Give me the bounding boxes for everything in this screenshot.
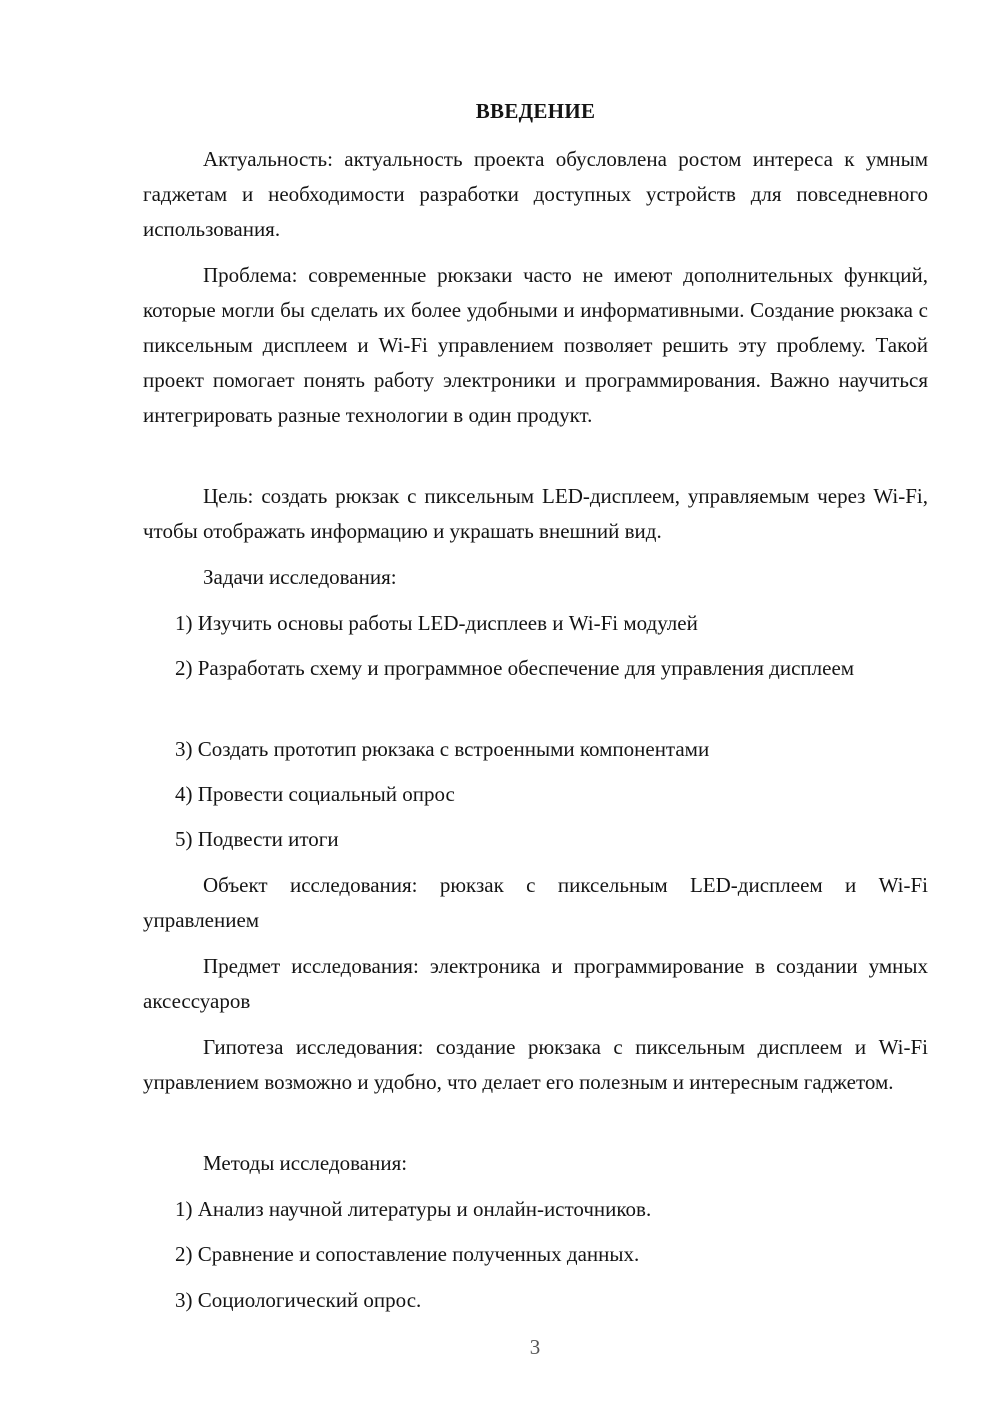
paragraph-subject: Предмет исследования: электроника и программирование в создании умных аксессуаров — [143, 954, 928, 1013]
task-item-3: 3) Создать прототип рюкзака с встроенными компонентами — [175, 737, 710, 761]
paragraph-goal: Цель: создать рюкзак с пиксельным LED-дисплеем, управляемым через Wi-Fi, чтобы отображать информацию и украшать внешний вид. — [143, 484, 928, 543]
tasks-heading: Задачи исследования: — [203, 565, 397, 589]
paragraph-hypothesis: Гипотеза исследования: создание рюкзака с пиксельным дисплеем и Wi-Fi управлением возможно и удобно, что делает его полезным и интересным гаджетом. — [143, 1035, 928, 1094]
page-number: 3 — [529, 1335, 541, 1359]
methods-heading: Методы исследования: — [203, 1151, 408, 1175]
paragraph-actuality: Актуальность: актуальность проекта обусловлена ростом интереса к умным гаджетам и необходимости разработки доступных устройств для повседневного использования. — [143, 147, 928, 241]
page-title: ВВЕДЕНИЕ — [475, 99, 596, 123]
paragraph-problem: Проблема: современные рюкзаки часто не имеют дополнительных функций, которые могли бы сделать их более удобными и информативными. Создание рюкзака с пиксельным дисплеем и Wi-Fi управлением позволяет решить эту проблему. Такой проект помогает понять работу электроники и программирования. Важно научиться интегрировать разные технологии в один продукт. — [143, 263, 928, 427]
method-item-3: 3) Социологический опрос. — [175, 1288, 422, 1312]
method-item-2: 2) Сравнение и сопоставление полученных данных. — [175, 1242, 640, 1266]
task-item-1: 1) Изучить основы работы LED-дисплеев и Wi-Fi модулей — [175, 611, 698, 635]
task-item-4: 4) Провести социальный опрос — [175, 782, 455, 806]
task-item-5: 5) Подвести итоги — [175, 827, 339, 851]
paragraph-object: Объект исследования: рюкзак с пиксельным LED-дисплеем и Wi-Fi управлением — [143, 873, 928, 932]
method-item-1: 1) Анализ научной литературы и онлайн-источников. — [175, 1197, 652, 1221]
task-item-2: 2) Разработать схему и программное обеспечение для управления дисплеем — [175, 656, 855, 680]
